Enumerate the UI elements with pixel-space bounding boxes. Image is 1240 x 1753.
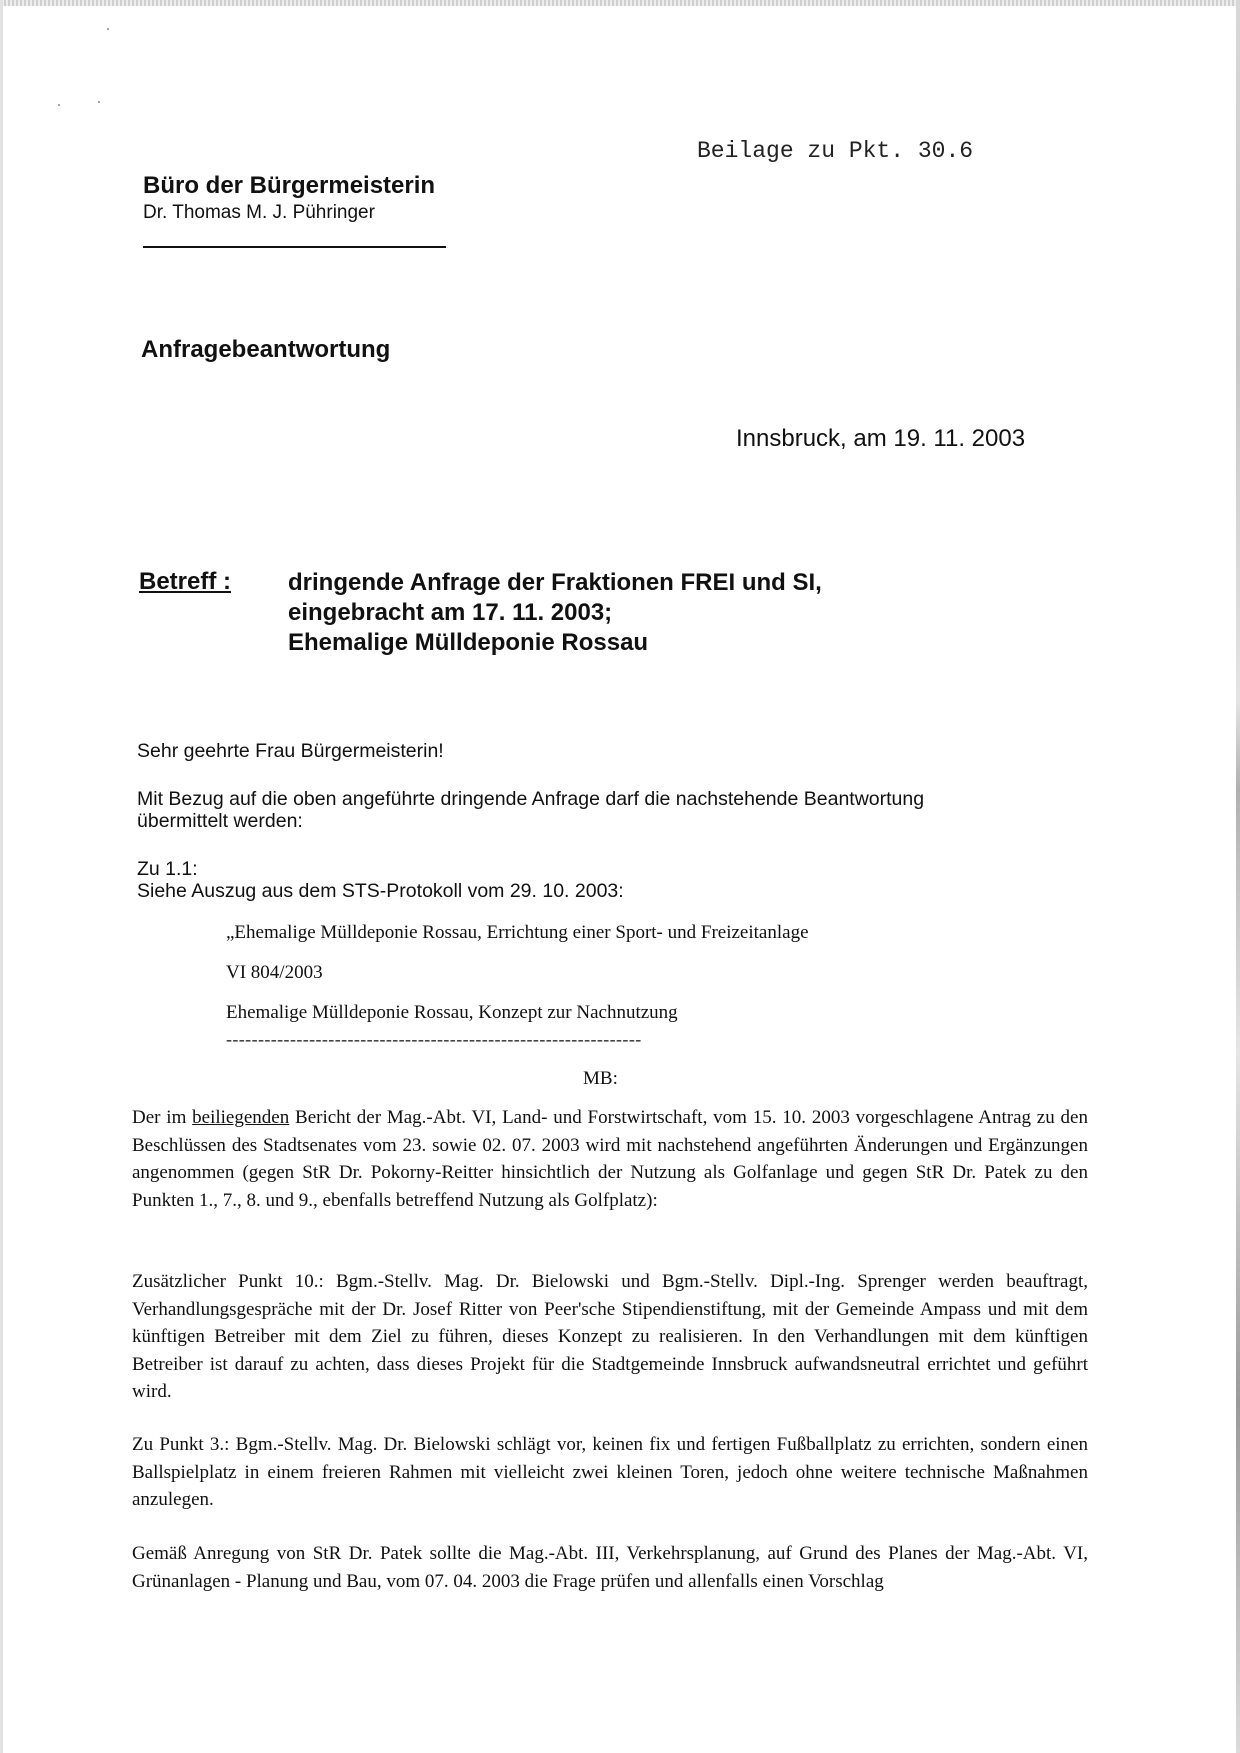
underlined-word: beiliegenden (192, 1107, 290, 1128)
subject-label: Betreff : (139, 568, 232, 595)
excerpt-reference-number: VI 804/2003 (226, 962, 323, 983)
mb-label: MB: (583, 1068, 618, 1089)
subject-line: Ehemalige Mülldeponie Rossau (288, 629, 649, 656)
subject-line: eingebracht am 17. 11. 2003; (288, 599, 613, 626)
scan-edge-left (0, 0, 3, 1753)
scan-speck (98, 101, 100, 103)
excerpt-quote-line: Ehemalige Mülldeponie Rossau, Konzept zur Nachnutzung (226, 1002, 678, 1023)
excerpt-paragraph: Gemäß Anregung von StR Dr. Patek sollte die Mag.-Abt. III, Verkehrsplanung, auf Grund des Planes der Mag.-Abt. VI, Grünanlagen - Planung und Bau, vom 07. 04. 2003 die Frage prüfen und allenfalls einen Vorschlag (132, 1543, 1088, 1592)
scan-speck (107, 28, 109, 30)
section-text: Siehe Auszug aus dem STS-Protokoll vom 29. 10. 2003: (137, 880, 624, 902)
excerpt-paragraph: Zusätzlicher Punkt 10.: Bgm.-Stellv. Mag. Dr. Bielowski und Bgm.-Stellv. Dipl.-Ing. Sprenger werden beauftragt, Verhandlungsgespräche mit der Dr. Josef Ritter von Peer'sche Stipendienstiftung, mit der Gemeinde Ampass und mit dem künftigen Betreiber mit dem Ziel zu führen, dieses Konzept zu realisieren. In den Verhandlungen mit dem künftigen Betreiber ist darauf zu achten, dass dieses Projekt für die Stadtgemeinde Innsbruck aufwandsneutral errichtet und geführt wird. (132, 1271, 1088, 1402)
scan-speck (58, 104, 60, 106)
attachment-note: Beilage zu Pkt. 30.6 (697, 138, 974, 164)
excerpt-paragraph: Zu Punkt 3.: Bgm.-Stellv. Mag. Dr. Bielowski schlägt vor, keinen fix und fertigen Fußballplatz zu errichten, sondern einen Ballspielplatz in einem freieren Rahmen mit vielleicht zwei kleinen Toren, jedoch ohne weitere technische Maßnahmen anzulegen. (132, 1434, 1088, 1510)
document-title: Anfragebeantwortung (141, 336, 391, 363)
subject-block (288, 568, 822, 658)
section-block (137, 858, 624, 902)
scan-edge-right (1236, 0, 1240, 1753)
subject-line: dringende Anfrage der Fraktionen FREI und SI, (288, 569, 822, 596)
excerpt-separator: ----------------------------------------------------------------- (226, 1029, 642, 1049)
office-title: Büro der Bürgermeisterin (143, 172, 436, 199)
office-person: Dr. Thomas M. J. Pühringer (143, 202, 375, 223)
excerpt-text: Der im (132, 1107, 193, 1128)
excerpt-paragraph (132, 1104, 1088, 1214)
excerpt-quote-line: „Ehemalige Mülldeponie Rossau, Errichtung einer Sport- und Freizeitanlage (226, 922, 809, 943)
intro-paragraph: Mit Bezug auf die oben angeführte dringende Anfrage darf die nachstehende Beantwortung übermittelt werden: (137, 788, 925, 832)
excerpt-text: Bericht der Mag.-Abt. VI, Land- und Forstwirtschaft, vom 15. 10. 2003 vorgeschlagene Antrag zu den Beschlüssen des Stadtsenates vom 23. sowie 02. 07. 2003 wird mit nachstehend angeführten Änderungen und Ergänzungen angenommen (gegen StR Dr. Pokorny-Reitter hinsichtlich der Nutzung als Golfanlage und gegen StR Dr. Patek zu den Punkten 1., 7., 8. und 9., ebenfalls betreffend Nutzung als Golfplatz): (132, 1107, 1088, 1211)
letterhead-rule (143, 246, 446, 248)
section-label: Zu 1.1: (137, 858, 198, 880)
place-date: Innsbruck, am 19. 11. 2003 (736, 425, 1026, 452)
salutation: Sehr geehrte Frau Bürgermeisterin! (137, 740, 444, 762)
scan-edge-top (0, 0, 1240, 6)
